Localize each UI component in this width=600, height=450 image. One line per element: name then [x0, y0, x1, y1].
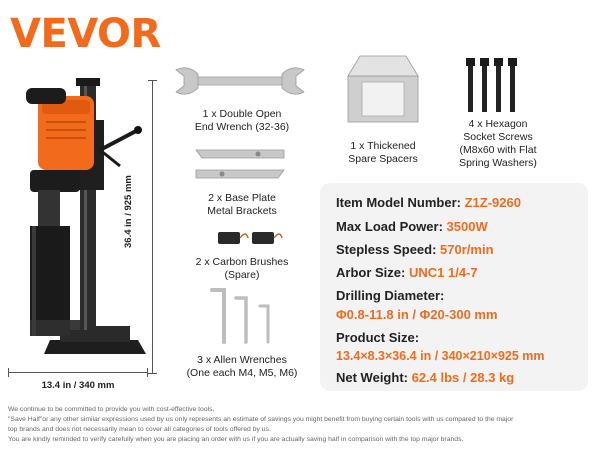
spec-drilling-label: Drilling Diameter:	[336, 288, 445, 303]
hex-socket-screw-icon	[460, 56, 524, 116]
spec-size-label: Product Size:	[336, 330, 420, 345]
spec-drilling-value: Φ0.8-11.8 in / Φ20-300 mm	[336, 307, 498, 322]
brand-logo: VEVOR	[10, 11, 161, 57]
height-dimension-line	[148, 80, 158, 374]
allen-wrench-icon	[204, 286, 286, 344]
disclaimer-line: "Save Half"or any other similar expressions used by us only represents an estimate of savings you might benefit from buying certain tools with us compared to the major	[8, 416, 514, 423]
carbon-brush-icon	[212, 224, 284, 250]
accessory-label-allen: 3 x Allen Wrenches (One each M4, M5, M6)	[186, 354, 298, 379]
spec-speed: Stepless Speed: 570r/min	[336, 242, 494, 257]
disclaimer-line: We continue to be committed to provide you with cost-effective tools.	[8, 406, 215, 413]
spacer-block-icon	[342, 52, 424, 128]
width-dimension-line	[8, 368, 148, 376]
width-dimension-label: 13.4 in / 340 mm	[41, 380, 115, 391]
spec-arbor: Arbor Size: UNC1 1/4-7	[336, 265, 478, 280]
disclaimer-line: top brands and does not necessarily mean to cover all categories of tools offered by us.	[8, 426, 271, 433]
spec-weight: Net Weight: 62.4 lbs / 28.3 kg	[336, 370, 515, 385]
disclaimer	[8, 405, 596, 445]
accessory-label-spacers: 1 x Thickened Spare Spacers	[348, 140, 418, 165]
spec-model: Item Model Number: Z1Z-9260	[336, 195, 521, 210]
spec-size-value: 13.4×8.3×36.4 in / 340×210×925 mm	[336, 349, 545, 363]
spec-load-power: Max Load Power: 3500W	[336, 219, 488, 234]
height-dimension-label: 36.4 in / 925 mm	[123, 175, 134, 248]
base-plate-bracket-icon	[190, 146, 290, 186]
accessory-label-brushes: 2 x Carbon Brushes (Spare)	[195, 256, 289, 281]
core-drill-machine-image	[0, 70, 160, 370]
disclaimer-line: You are kindly reminded to verify carefully when you are placing an order with us if you are actually saving half in comparison with the top major brands.	[8, 436, 464, 443]
accessory-label-brackets: 2 x Base Plate Metal Brackets	[207, 192, 277, 217]
accessory-label-screws: 4 x Hexagon Socket Screws (M8x60 with Flat Spring Washers)	[459, 118, 537, 169]
accessory-label-wrench: 1 x Double Open End Wrench (32-36)	[194, 108, 290, 133]
spec-card	[320, 183, 588, 391]
double-open-wrench-icon	[172, 64, 308, 98]
